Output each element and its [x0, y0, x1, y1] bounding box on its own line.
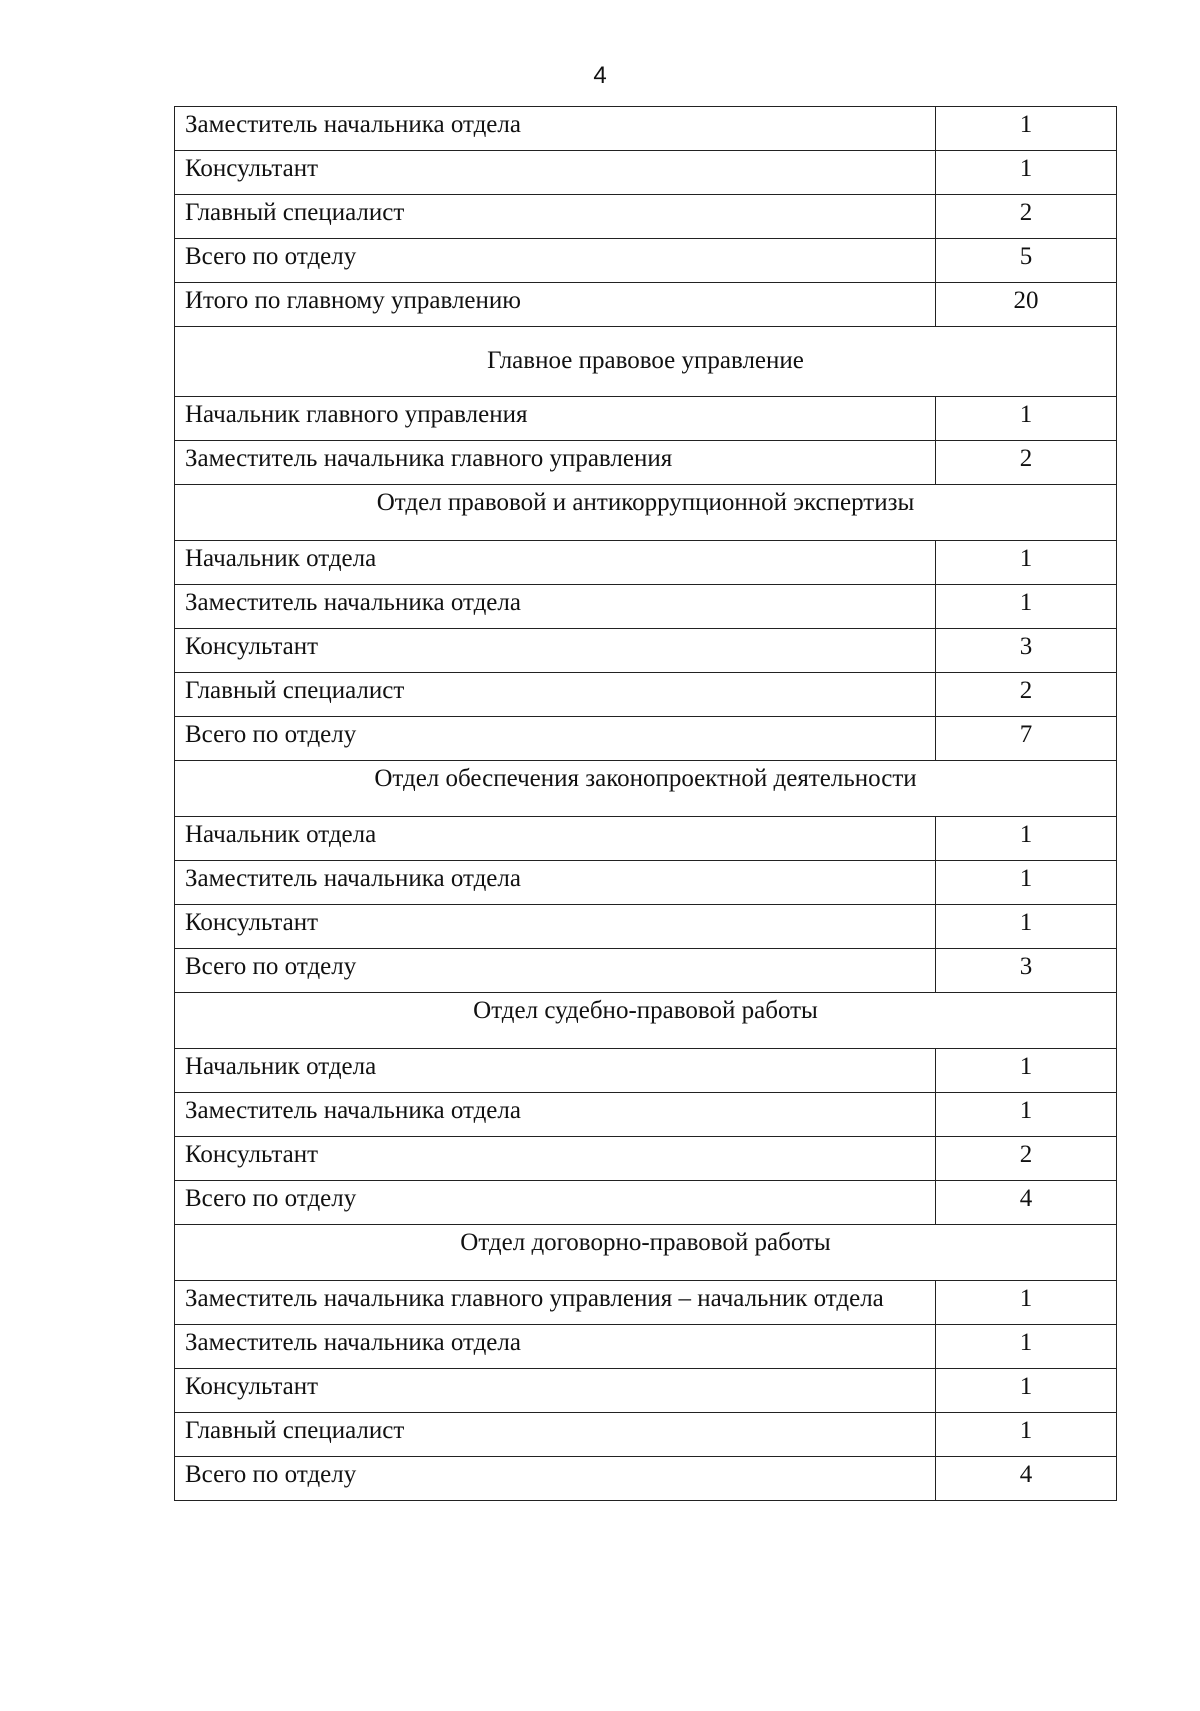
count-cell: 3 — [936, 949, 1117, 993]
table-row — [175, 629, 1117, 673]
position-cell: Главный специалист — [175, 1413, 936, 1457]
count-cell: 1 — [936, 397, 1117, 441]
section-header-row — [175, 761, 1117, 817]
section-title: Отдел правовой и антикоррупционной экспертизы — [175, 485, 1117, 541]
count-cell: 4 — [936, 1457, 1117, 1501]
position-cell: Главный специалист — [175, 195, 936, 239]
staff-table-body — [175, 107, 1117, 1501]
position-cell: Консультант — [175, 1369, 936, 1413]
table-row — [175, 1181, 1117, 1225]
section-title: Отдел судебно-правовой работы — [175, 993, 1117, 1049]
position-cell: Заместитель начальника главного управления – начальник отдела — [175, 1281, 936, 1325]
count-cell: 1 — [936, 1369, 1117, 1413]
position-cell: Заместитель начальника отдела — [175, 1325, 936, 1369]
count-cell: 1 — [936, 1413, 1117, 1457]
count-cell: 3 — [936, 629, 1117, 673]
count-cell: 1 — [936, 905, 1117, 949]
position-cell: Всего по отделу — [175, 239, 936, 283]
position-cell: Заместитель начальника отдела — [175, 585, 936, 629]
table-row — [175, 151, 1117, 195]
position-cell: Итого по главному управлению — [175, 283, 936, 327]
table-row — [175, 441, 1117, 485]
count-cell: 1 — [936, 585, 1117, 629]
position-cell: Заместитель начальника главного управления — [175, 441, 936, 485]
count-cell: 2 — [936, 1137, 1117, 1181]
position-cell: Консультант — [175, 1137, 936, 1181]
table-row — [175, 1413, 1117, 1457]
position-cell: Начальник отдела — [175, 817, 936, 861]
table-row — [175, 283, 1117, 327]
count-cell: 2 — [936, 441, 1117, 485]
table-row — [175, 905, 1117, 949]
table-row — [175, 1137, 1117, 1181]
count-cell: 1 — [936, 861, 1117, 905]
table-row — [175, 1325, 1117, 1369]
count-cell: 1 — [936, 1281, 1117, 1325]
section-header-row — [175, 1225, 1117, 1281]
section-title: Отдел договорно-правовой работы — [175, 1225, 1117, 1281]
count-cell: 1 — [936, 1049, 1117, 1093]
table-row — [175, 1281, 1117, 1325]
count-cell: 20 — [936, 283, 1117, 327]
table-row — [175, 541, 1117, 585]
position-cell: Всего по отделу — [175, 1457, 936, 1501]
count-cell: 1 — [936, 1093, 1117, 1137]
section-title: Главное правовое управление — [175, 327, 1117, 397]
position-cell: Всего по отделу — [175, 717, 936, 761]
section-header-row — [175, 993, 1117, 1049]
count-cell: 1 — [936, 817, 1117, 861]
table-row — [175, 585, 1117, 629]
position-cell: Начальник отдела — [175, 1049, 936, 1093]
table-row — [175, 239, 1117, 283]
count-cell: 1 — [936, 107, 1117, 151]
count-cell: 7 — [936, 717, 1117, 761]
table-row — [175, 717, 1117, 761]
position-cell: Заместитель начальника отдела — [175, 861, 936, 905]
section-header-row — [175, 485, 1117, 541]
table-row — [175, 397, 1117, 441]
count-cell: 1 — [936, 1325, 1117, 1369]
position-cell: Главный специалист — [175, 673, 936, 717]
page-number: 4 — [593, 62, 607, 89]
count-cell: 5 — [936, 239, 1117, 283]
table-row — [175, 195, 1117, 239]
position-cell: Заместитель начальника отдела — [175, 107, 936, 151]
table-row — [175, 673, 1117, 717]
table-row — [175, 1369, 1117, 1413]
table-row — [175, 1093, 1117, 1137]
count-cell: 1 — [936, 541, 1117, 585]
table-row — [175, 1049, 1117, 1093]
table-row — [175, 861, 1117, 905]
position-cell: Всего по отделу — [175, 949, 936, 993]
table-row — [175, 949, 1117, 993]
count-cell: 2 — [936, 195, 1117, 239]
position-cell: Консультант — [175, 151, 936, 195]
count-cell: 1 — [936, 151, 1117, 195]
staff-table — [174, 106, 1117, 1501]
count-cell: 2 — [936, 673, 1117, 717]
section-title: Отдел обеспечения законопроектной деятельности — [175, 761, 1117, 817]
section-header-row — [175, 327, 1117, 397]
count-cell: 4 — [936, 1181, 1117, 1225]
position-cell: Консультант — [175, 629, 936, 673]
table-row — [175, 1457, 1117, 1501]
position-cell: Консультант — [175, 905, 936, 949]
position-cell: Всего по отделу — [175, 1181, 936, 1225]
position-cell: Начальник отдела — [175, 541, 936, 585]
position-cell: Заместитель начальника отдела — [175, 1093, 936, 1137]
table-row — [175, 817, 1117, 861]
table-row — [175, 107, 1117, 151]
position-cell: Начальник главного управления — [175, 397, 936, 441]
